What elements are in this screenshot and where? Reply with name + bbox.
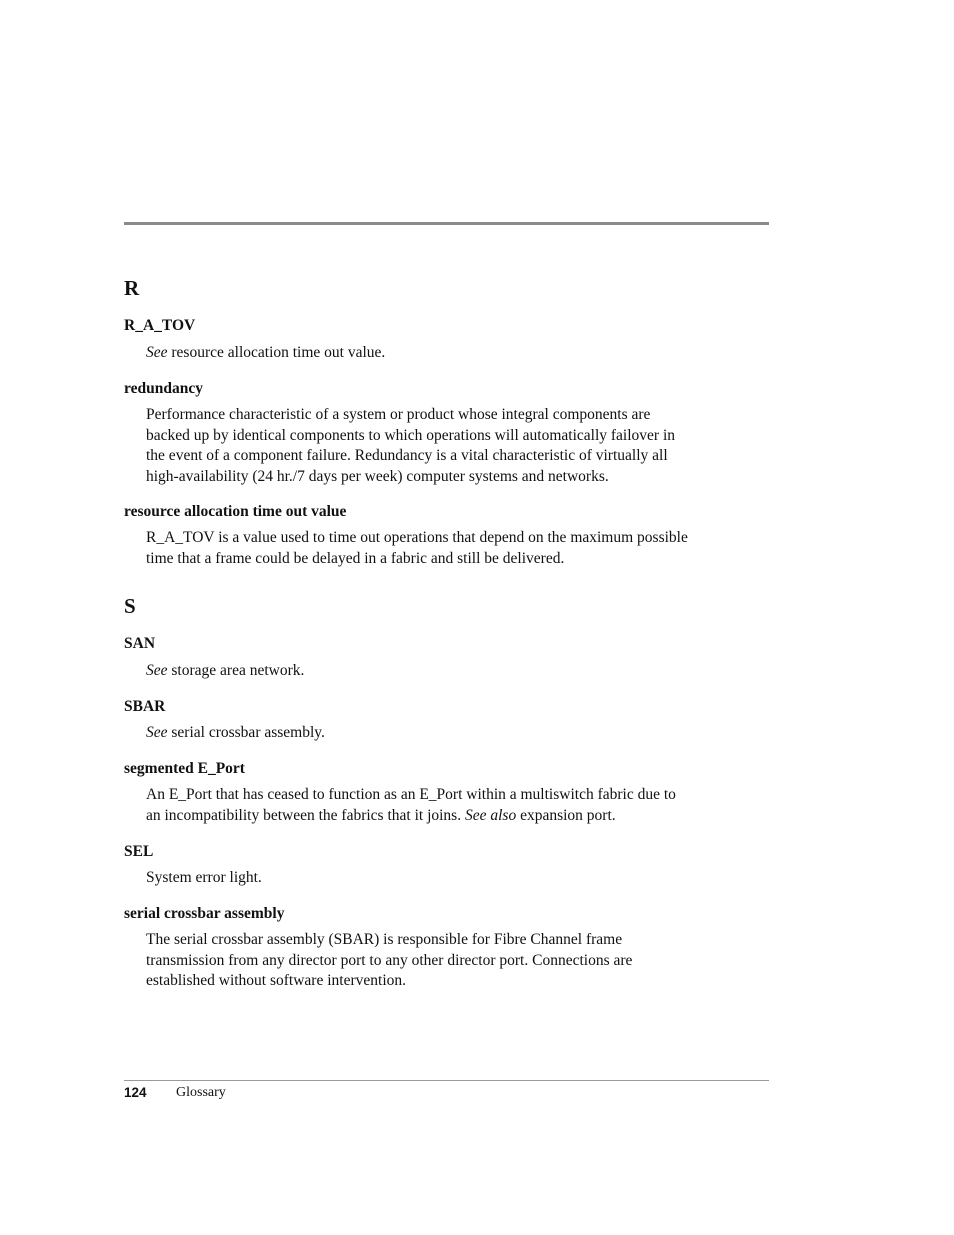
definition-segmented-e-port xyxy=(146,785,746,826)
definition-san xyxy=(146,661,746,682)
definition-line xyxy=(146,806,746,827)
definition-line: R_A_TOV is a value used to time out operations that depend on the maximum possible xyxy=(146,529,688,546)
definition-line: established without software intervention. xyxy=(146,972,406,989)
definition-resource-allocation-time-out-value xyxy=(146,528,746,569)
section-letter-r: R xyxy=(124,276,140,300)
see-reference: See xyxy=(146,344,168,361)
definition-line: The serial crossbar assembly (SBAR) is responsible for Fibre Channel frame xyxy=(146,931,623,948)
definition-serial-crossbar-assembly xyxy=(146,930,746,992)
term-redundancy: redundancy xyxy=(124,380,203,397)
term-segmented-e-port: segmented E_Port xyxy=(124,760,245,777)
term-sbar: SBAR xyxy=(124,698,166,715)
definition-sbar xyxy=(146,723,746,744)
footer-rule xyxy=(124,1080,769,1081)
footer-title: Glossary xyxy=(176,1085,226,1100)
definition-redundancy xyxy=(146,405,746,487)
definition-text: an incompatibility between the fabrics that it joins. xyxy=(146,806,465,824)
definition-ratov xyxy=(146,343,746,364)
definition-text: resource allocation time out value. xyxy=(167,344,386,361)
definition-line: An E_Port that has ceased to function as an E_Port within a multiswitch fabric due to xyxy=(146,786,676,803)
definition-text: storage area network. xyxy=(167,662,305,679)
see-also-reference: See also xyxy=(464,806,517,824)
term-resource-allocation-time-out-value: resource allocation time out value xyxy=(124,503,347,520)
definition-line: time that a frame could be delayed in a fabric and still be delivered. xyxy=(146,549,565,567)
section-letter-s: S xyxy=(124,594,136,618)
definition-text: expansion port. xyxy=(516,806,616,824)
definition-sel xyxy=(146,868,746,889)
definition-line: backed up by identical components to which operations will automatically failover in xyxy=(146,426,676,444)
term-san: SAN xyxy=(124,635,156,652)
definition-line: high-availability (24 hr./7 days per week) computer systems and networks. xyxy=(146,467,609,485)
definition-line: the event of a component failure. Redundancy is a vital characteristic of virtually all xyxy=(146,447,668,464)
see-reference: See xyxy=(146,724,168,741)
definition-text: serial crossbar assembly. xyxy=(167,724,325,741)
header-rule xyxy=(124,222,769,225)
term-sel: SEL xyxy=(124,843,154,860)
definition-line: transmission from any director port to any other director port. Connections are xyxy=(146,951,633,969)
page-number: 124 xyxy=(124,1085,147,1100)
term-ratov: R_A_TOV xyxy=(124,317,196,334)
see-reference: See xyxy=(146,662,168,679)
definition-line: Performance characteristic of a system or product whose integral components are xyxy=(146,406,651,423)
term-serial-crossbar-assembly: serial crossbar assembly xyxy=(124,905,285,922)
definition-line: System error light. xyxy=(146,869,262,886)
